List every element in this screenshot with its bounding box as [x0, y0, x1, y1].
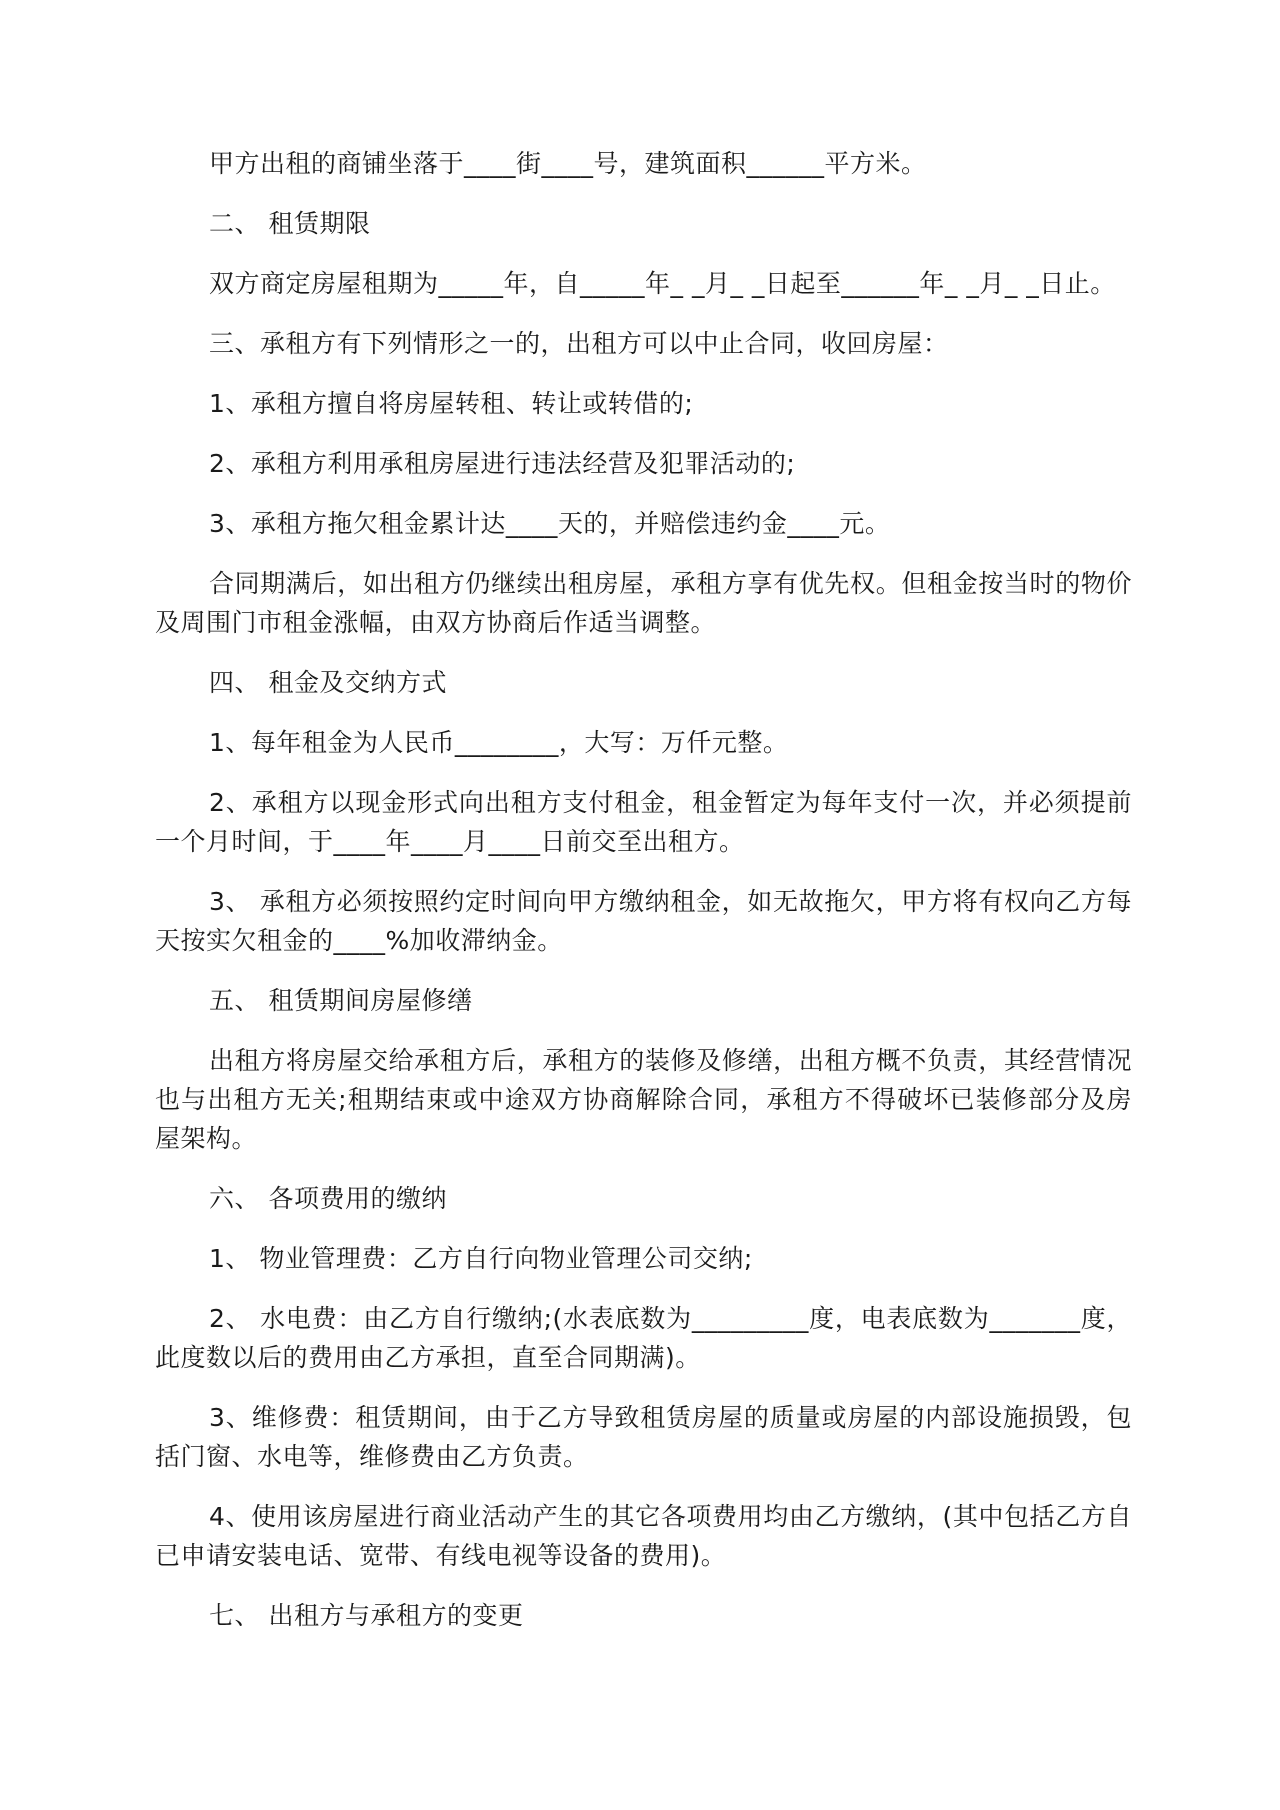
paragraph-premises-location: 甲方出租的商铺坐落于____街____号，建筑面积______平方米。: [209, 149, 927, 178]
paragraph-lease-term: 双方商定房屋租期为_____年，自_____年_ _月_ _日起至______年_ _月_ _日止。: [209, 269, 1116, 298]
section-heading-lease-term: 二、 租赁期限: [209, 209, 371, 238]
clause-item: 1、承租方擅自将房屋转租、转让或转借的;: [209, 389, 694, 418]
clause-item: 4、使用该房屋进行商业活动产生的其它各项费用均由乙方缴纳，(其中包括乙方自已申请安装电话、宽带、有线电视等设备的费用)。: [155, 1502, 1132, 1570]
clause-item: 3、 承租方必须按照约定时间向甲方缴纳租金，如无故拖欠，甲方将有权向乙方每天按实欠租金的____%加收滞纳金。: [155, 887, 1132, 955]
section-heading-fees: 六、 各项费用的缴纳: [209, 1184, 447, 1213]
clause-item: 3、承租方拖欠租金累计达____天的，并赔偿违约金____元。: [209, 509, 891, 538]
clause-item: 2、承租方以现金形式向出租方支付租金，租金暂定为每年支付一次，并必须提前一个月时间，于____年____月____日前交至出租方。: [155, 788, 1132, 856]
paragraph-repairs: 出租方将房屋交给承租方后，承租方的装修及修缮，出租方概不负责，其经营情况也与出租方无关;租期结束或中途双方协商解除合同，承租方不得破坏已装修部分及房屋架构。: [155, 1046, 1132, 1153]
clause-item: 2、承租方利用承租房屋进行违法经营及犯罪活动的;: [209, 449, 796, 478]
section-heading-rent-payment: 四、 租金及交纳方式: [209, 668, 447, 697]
section-heading-party-change: 七、 出租方与承租方的变更: [209, 1601, 524, 1630]
clause-item: 2、 水电费：由乙方自行缴纳;(水表底数为_________度，电表底数为_______度，此度数以后的费用由乙方承担，直至合同期满)。: [155, 1304, 1132, 1372]
clause-item: 3、维修费：租赁期间，由于乙方导致租赁房屋的质量或房屋的内部设施损毁，包括门窗、水电等，维修费由乙方负责。: [155, 1403, 1132, 1471]
section-heading-termination: 三、承租方有下列情形之一的，出租方可以中止合同，收回房屋：: [209, 329, 949, 358]
paragraph-renewal-priority: 合同期满后，如出租方仍继续出租房屋，承租方享有优先权。但租金按当时的物价及周围门市租金涨幅，由双方协商后作适当调整。: [155, 569, 1132, 637]
section-heading-repairs: 五、 租赁期间房屋修缮: [209, 986, 473, 1015]
clause-item: 1、 物业管理费：乙方自行向物业管理公司交纳;: [209, 1244, 753, 1273]
clause-item: 1、每年租金为人民币________，大写：万仟元整。: [209, 728, 789, 757]
